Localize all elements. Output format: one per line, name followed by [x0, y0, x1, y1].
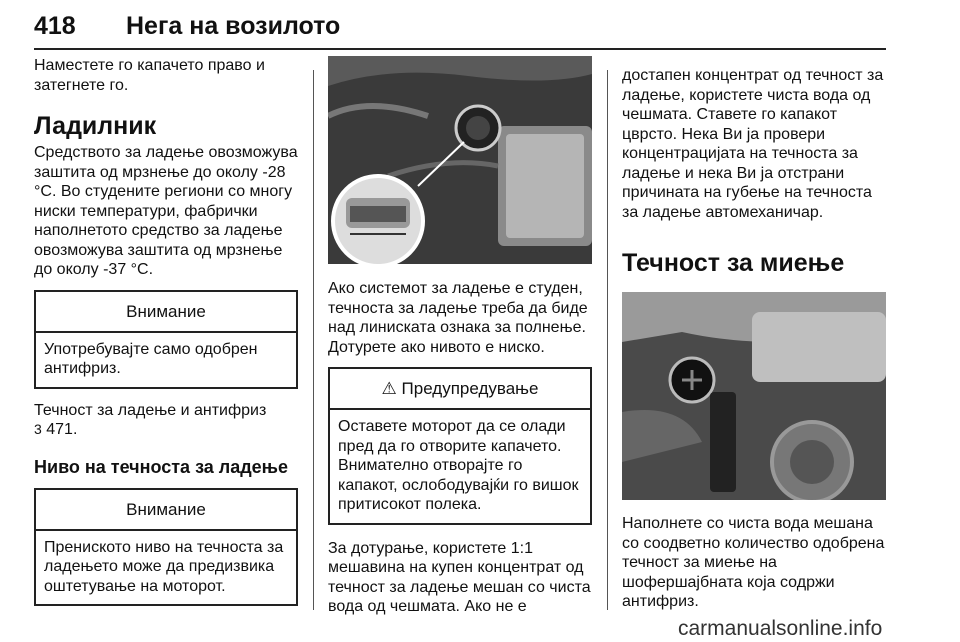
paragraph-reference: [34, 401, 298, 440]
paragraph: Ако системот за ладење е студен, течноста за ладење треба да биде над линискатa ознака за полнење. Дотурете ако нивото е ниско.: [328, 280, 588, 356]
section-heading-washer-fluid: Течност за миење: [622, 249, 845, 277]
reference-text: Течност за ладење и антифриз: [34, 401, 267, 419]
watermark: carmanualsonline.info: [678, 617, 883, 640]
warning-box: [328, 367, 592, 525]
notice-box: [34, 290, 298, 389]
reference-arrow-icon: 3: [34, 421, 42, 437]
paragraph: достапен концентрат од течност за ладење, користете чиста вода од чешмата. Ставете го капакот цврсто. Нека Ви ја провери концентрацијата на течноста за ладење и нека Ви ја отстрани причината на губење на течноста за ладење автомеханичар.: [622, 67, 884, 221]
section-heading-coolant-level: Ниво на течноста за ладење: [34, 456, 288, 477]
warning-triangle-icon: ⚠: [381, 379, 397, 398]
notice-body: Употребувајте само одобрен антифриз.: [44, 340, 258, 377]
paragraph: Средството за ладење овозможува заштита од мрзнење до околу -28 °C. Во студените региони со многу ниски температури, фабрички наполнетото средство за ладење овозможува заштита од мрзнење до околу -37 °C.: [34, 144, 298, 278]
column-left: [34, 56, 298, 606]
warning-title: Предупредување: [401, 379, 539, 398]
warning-body: Оставете моторот да се олади пред да го отворите капачето. Внимателно отворајте го капакот, ослободувајќи го вишок притисокот полека.: [338, 418, 579, 513]
page-number: 418: [34, 12, 76, 40]
page-header: [34, 6, 886, 50]
chapter-title: Нега на возилото: [126, 12, 341, 40]
notice-body: Прениското ниво на течноста за ладењето може да предизвика оштетување на моторот.: [44, 538, 284, 595]
page-link[interactable]: 471.: [46, 421, 78, 438]
coolant-reservoir-photo: [328, 56, 592, 264]
notice-title: Внимание: [36, 490, 296, 531]
warning-title-row: [330, 369, 590, 410]
section-heading-coolant: Ладилник: [34, 112, 157, 140]
paragraph: Наполнете со чиста вода мешана со соодветно количество одобрена течност за миење на шофершајбната која содржи антифриз.: [622, 515, 885, 610]
column-middle: [328, 56, 592, 617]
column-divider: [607, 70, 608, 610]
washer-reservoir-photo: [622, 292, 886, 500]
paragraph: За дотурање, користете 1:1 мешавина на купен концентрат од течност за ладење мешан со чиста вода од чешмата. Ако не е: [328, 539, 591, 615]
column-right: [622, 56, 886, 612]
column-divider: [313, 70, 314, 610]
paragraph: Наместете го капачето право и затегнете го.: [34, 57, 265, 94]
notice-box: [34, 488, 298, 607]
notice-title: Внимание: [36, 292, 296, 333]
